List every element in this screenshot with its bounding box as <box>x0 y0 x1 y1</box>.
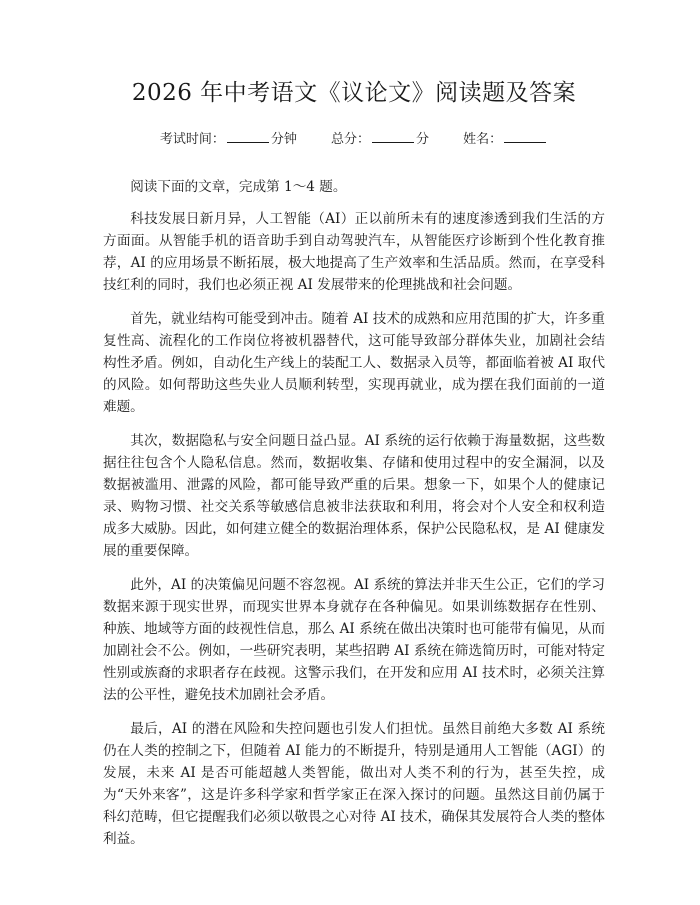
article-paragraph-5: 最后，AI 的潜在风险和失控问题也引发人们担忧。虽然目前绝大多数 AI 系统仍在人类的控制之下，但随着 AI 能力的不断提升，特别是通用人工智能（AGI）的发展，未来 AI 是否可能超越人类智能，做出对人类不利的行为，甚至失控，成为“天外来客”，这是许多科学家和哲学家正在深入探讨的问题。虽然这目前仍属于科幻范畴，但它提醒我们必须以敬畏之心对待 AI 技术，确保其发展符合人类的整体利益。 <box>103 721 605 847</box>
exam-info-line <box>103 129 605 150</box>
exam-time-unit: 分钟 <box>270 132 297 147</box>
total-score-blank <box>372 129 414 143</box>
exam-time-label: 考试时间： <box>159 132 225 147</box>
student-name-blank <box>504 129 546 143</box>
exam-time-field <box>160 129 297 150</box>
article-paragraph-2: 首先，就业结构可能受到冲击。随着 AI 技术的成熟和应用范围的扩大，许多重复性高、流程化的工作岗位将被机器替代，这可能导致部分群体失业，加剧社会结构性矛盾。例如，自动化生产线上的装配工人、数据录入员等，都面临着被 AI 取代的风险。如何帮助这些失业人员顺利转型，实现再就业，成为摆在我们面前的一道难题。 <box>103 311 605 415</box>
exam-time-blank <box>227 129 269 143</box>
total-score-field <box>331 129 429 150</box>
article-paragraph-1: 科技发展日新月异，人工智能（AI）正以前所未有的速度渗透到我们生活的方方面面。从智能手机的语音助手到自动驾驶汽车，从智能医疗诊断到个性化教育推荐，AI 的应用场景不断拓展，极大地提高了生产效率和生活品质。然而，在享受科技红利的同时，我们也必须正视 AI 发展带来的伦理挑战和社会问题。 <box>103 211 605 293</box>
document-title: 2026 年中考语文《议论文》阅读题及答案 <box>131 80 577 106</box>
student-name-label: 姓名： <box>463 132 503 147</box>
article-paragraph-3: 其次，数据隐私与安全问题日益凸显。AI 系统的运行依赖于海量数据，这些数据往往包含个人隐私信息。然而，数据收集、存储和使用过程中的安全漏洞，以及数据被滥用、泄露的风险，都可能导致严重的后果。想象一下，如果个人的健康记录、购物习惯、社交关系等敏感信息被非法获取和利用，将会对个人安全和权利造成多大威胁。因此，如何建立健全的数据治理体系，保护公民隐私权，是 AI 健康发展的重要保障。 <box>103 433 605 559</box>
student-name-field <box>463 129 548 150</box>
article-paragraph-4: 此外，AI 的决策偏见问题不容忽视。AI 系统的算法并非天生公正，它们的学习数据来源于现实世界，而现实世界本身就存在各种偏见。如果训练数据存在性别、种族、地域等方面的歧视性信息，那么 AI 系统在做出决策时也可能带有偏见，从而加剧社会不公。例如，一些研究表明，某些招聘 AI 系统在筛选简历时，可能对特定性别或族裔的求职者存在歧视。这警示我们，在开发和应用 AI 技术时，必须关注算法的公平性，避免技术加剧社会矛盾。 <box>103 577 605 703</box>
total-score-label: 总分： <box>330 132 370 147</box>
reading-instruction: 阅读下面的文章，完成第 1～4 题。 <box>130 179 347 195</box>
total-score-unit: 分 <box>416 132 430 147</box>
